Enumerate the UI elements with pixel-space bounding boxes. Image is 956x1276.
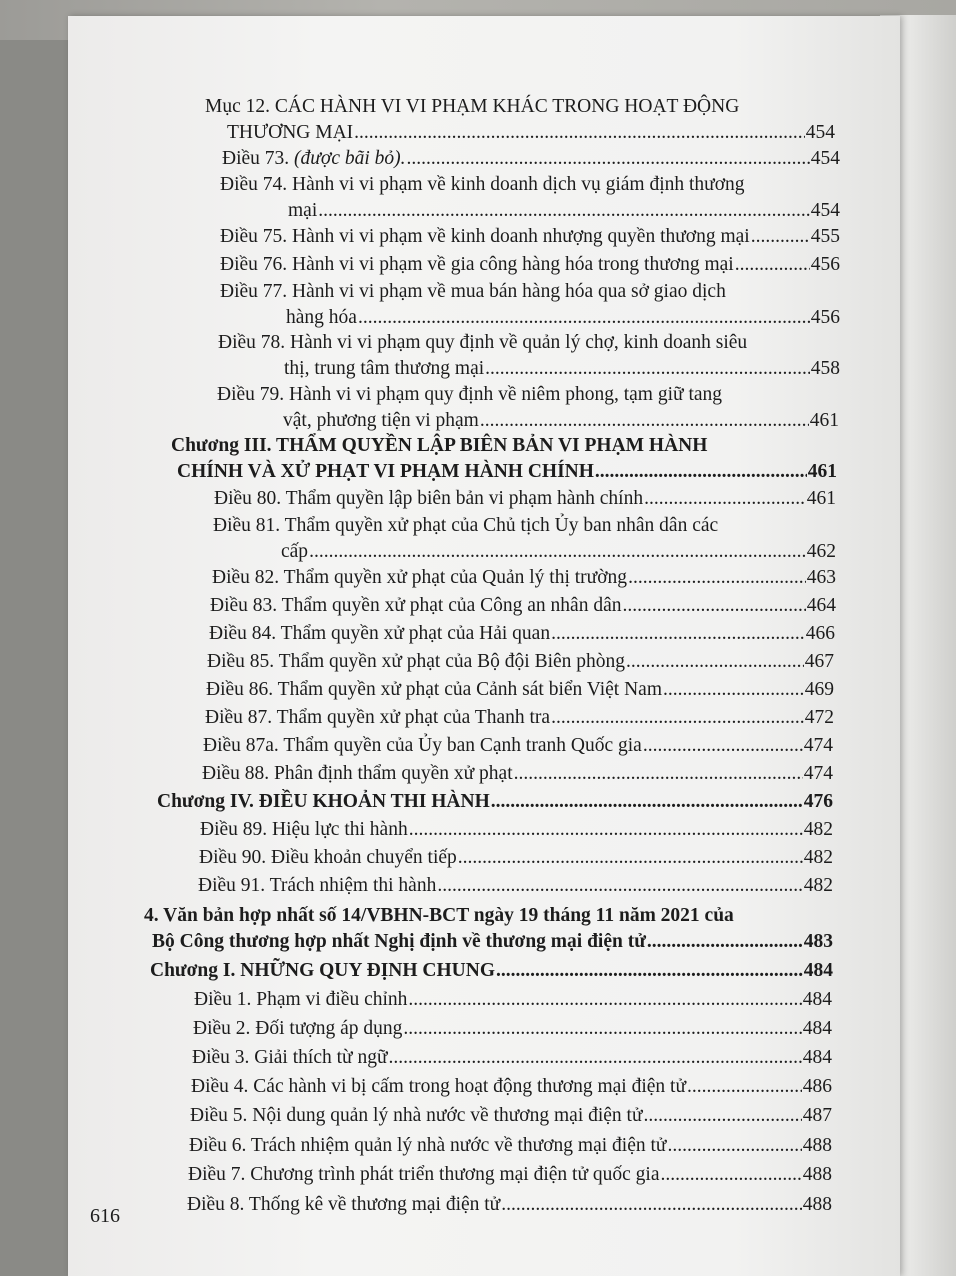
dot-leader: [354, 120, 805, 146]
toc-page-number: 464: [806, 595, 836, 616]
toc-entry-title: Điều 8. Thống kê về thương mại điện tử: [187, 1194, 501, 1215]
toc-entry-title: Chương I. NHỮNG QUY ĐỊNH CHUNG: [150, 960, 495, 981]
toc-entry-title: Điều 82. Thẩm quyền xử phạt của Quản lý thị trường: [212, 567, 628, 588]
toc-entry-title: Điều 85. Thẩm quyền xử phạt của Bộ đội Biên phòng: [207, 651, 626, 672]
dot-leader: [403, 1016, 801, 1042]
toc-entry-title: Điều 75. Hành vi vi phạm về kinh doanh nhượng quyền thương mại: [220, 226, 750, 247]
toc-page-number: 474: [803, 735, 833, 756]
toc-entry-dieu-79: [217, 382, 839, 434]
toc-page-number: 456: [810, 254, 840, 275]
toc-entry-prefix: Điều 73.: [222, 148, 295, 169]
dot-leader: [358, 305, 810, 331]
toc-entry-chuong-iv: [157, 789, 833, 815]
toc-entry-dieu-89: [200, 817, 833, 843]
toc-entry-dieu-78: [218, 330, 840, 382]
toc-entry-title-line2: cấp: [281, 541, 309, 562]
toc-entry-title: Điều 84. Thẩm quyền xử phạt của Hải quan: [209, 623, 551, 644]
toc-page-number: 455: [810, 226, 840, 247]
toc-entry-title: Điều 2. Đối tượng áp dụng: [193, 1018, 403, 1039]
dot-leader: [409, 817, 803, 843]
toc-entry-dieu-82: [212, 565, 836, 591]
toc-page-number: 463: [806, 567, 836, 588]
toc-entry-title-line2: CHÍNH VÀ XỬ PHẠT VI PHẠM HÀNH CHÍNH: [177, 461, 594, 482]
dot-leader: [491, 789, 803, 815]
dot-leader: [408, 987, 801, 1013]
toc-entry-title: Điều 88. Phân định thẩm quyền xử phạt: [202, 763, 513, 784]
toc-entry-van-ban-4: [144, 903, 833, 955]
toc-page-number: 456: [810, 307, 840, 328]
toc-page-number: 482: [803, 847, 833, 868]
dot-leader: [480, 408, 809, 434]
toc-entry-title: Điều 1. Phạm vi điều chỉnh: [194, 989, 408, 1010]
toc-entry-dieu-4: [191, 1074, 832, 1100]
dot-leader: [318, 198, 810, 224]
toc-entry-dieu-84: [209, 621, 835, 647]
toc-entry-dieu-90: [199, 845, 833, 871]
toc-entry-dieu-76: [220, 252, 840, 278]
toc-entry-title: Điều 87. Thẩm quyền xử phạt của Thanh tra: [205, 707, 551, 728]
toc-entry-title: Điều 80. Thẩm quyền lập biên bản vi phạm hành chính: [214, 488, 644, 509]
toc-entry-title-line1: 4. Văn bản hợp nhất số 14/VBHN-BCT ngày 19 tháng 11 năm 2021 của: [144, 905, 734, 926]
dot-leader: [667, 1133, 801, 1159]
toc-entry-title-line1: Điều 81. Thẩm quyền xử phạt của Chủ tịch Ủy ban nhân dân các: [213, 515, 719, 536]
dot-leader: [643, 733, 803, 759]
toc-page-number: 487: [802, 1105, 832, 1126]
toc-entry-title-line2: hàng hóa: [286, 307, 357, 328]
toc-page-number: 482: [803, 819, 833, 840]
dot-leader: [551, 705, 804, 731]
dot-leader: [626, 649, 804, 675]
toc-entry-chuong-iii: [171, 433, 837, 485]
dot-leader: [735, 252, 810, 278]
toc-entry-title: Điều 76. Hành vi vi phạm về gia công hàng hóa trong thương mại: [220, 254, 734, 275]
toc-page-number: 482: [803, 875, 833, 896]
toc-page-number: 454: [805, 122, 835, 143]
dot-leader: [496, 958, 803, 984]
toc-entry-title-line1: Chương III. THẨM QUYỀN LẬP BIÊN BẢN VI PHẠM HÀNH: [171, 435, 708, 456]
toc-entry-dieu-88: [202, 761, 833, 787]
dot-leader: [389, 1045, 802, 1071]
toc-page-number: 467: [804, 651, 834, 672]
dot-leader: [751, 224, 810, 250]
toc-page-number: 474: [803, 763, 833, 784]
dot-leader: [501, 1192, 802, 1218]
toc-entry-title-line1: Điều 77. Hành vi vi phạm về mua bán hàng hóa qua sở giao dịch: [220, 281, 726, 302]
toc-entry-title-line2: mại: [288, 200, 318, 221]
dot-leader: [309, 539, 806, 565]
toc-page-number: 458: [810, 358, 840, 379]
toc-entry-dieu-86: [206, 677, 834, 703]
dot-leader: [647, 929, 803, 955]
toc-page-number: 484: [802, 1018, 832, 1039]
toc-entry-title-line2: thị, trung tâm thương mại: [284, 358, 485, 379]
toc-page-number: 486: [802, 1076, 832, 1097]
toc-page-number: 488: [802, 1135, 832, 1156]
toc-entry-dieu-77: [220, 279, 840, 331]
dot-leader: [644, 1103, 802, 1129]
toc-page-number: 484: [802, 1047, 832, 1068]
toc-page-number: 454: [810, 148, 840, 169]
toc-page-number: 461: [806, 488, 836, 509]
dot-leader: [437, 873, 802, 899]
toc-entry-title-line1: Mục 12. CÁC HÀNH VI VI PHẠM KHÁC TRONG HOẠT ĐỘNG: [205, 96, 740, 117]
toc-entry-title: Điều 6. Trách nhiệm quản lý nhà nước về thương mại điện tử: [189, 1135, 667, 1156]
toc-entry-title: Điều 86. Thẩm quyền xử phạt của Cảnh sát biển Việt Nam: [206, 679, 662, 700]
toc-page-number: 461: [809, 410, 839, 431]
toc-entry-dieu-6: [189, 1133, 832, 1159]
toc-page-number: 484: [802, 989, 832, 1010]
page-number: 616: [90, 1205, 120, 1227]
toc-entry-dieu-75: [220, 224, 840, 250]
toc-entry-dieu-73: [222, 146, 840, 172]
toc-page-number: 476: [803, 791, 833, 812]
toc-entry-dieu-8: [187, 1192, 832, 1218]
toc-entry-title-line1: Điều 74. Hành vi vi phạm về kinh doanh dịch vụ giám định thương: [220, 174, 745, 195]
toc-entry-title: Điều 87a. Thẩm quyền của Ủy ban Cạnh tranh Quốc gia: [203, 735, 642, 756]
toc-page-number: 484: [803, 960, 833, 981]
toc-page-number: 488: [802, 1164, 832, 1185]
toc-entry-title: Điều 91. Trách nhiệm thi hành: [198, 875, 437, 896]
dot-leader: [407, 146, 810, 172]
toc-entry-title: Điều 7. Chương trình phát triển thương mại điện tử quốc gia: [188, 1164, 660, 1185]
dot-leader: [628, 565, 806, 591]
toc-entry-italic-note: (được bãi bỏ).: [294, 148, 406, 169]
toc-entry-chuong-i: [150, 958, 833, 984]
toc-entry-dieu-83: [210, 593, 836, 619]
toc-entry-dieu-3: [192, 1045, 832, 1071]
dot-leader: [663, 677, 804, 703]
dot-leader: [687, 1074, 802, 1100]
toc-entry-title: Chương IV. ĐIỀU KHOẢN THI HÀNH: [157, 791, 490, 812]
toc-entry-dieu-87: [205, 705, 834, 731]
toc-entry-dieu-2: [193, 1016, 832, 1042]
toc-page-number: 454: [810, 200, 840, 221]
toc-entry-dieu-91: [198, 873, 833, 899]
toc-page-number: 469: [804, 679, 834, 700]
toc-entry-title: Điều 89. Hiệu lực thi hành: [200, 819, 408, 840]
toc-entry-dieu-85: [207, 649, 834, 675]
toc-entry-dieu-5: [190, 1103, 832, 1129]
dot-leader: [551, 621, 805, 647]
dot-leader: [661, 1162, 802, 1188]
toc-entry-muc-12: [205, 94, 835, 146]
toc-page-number: 488: [802, 1194, 832, 1215]
toc-entry-dieu-81: [213, 513, 836, 565]
toc-page-number: 483: [803, 931, 833, 952]
toc-entry-dieu-1: [194, 987, 832, 1013]
dot-leader: [514, 761, 803, 787]
toc-entry-title: Điều 83. Thẩm quyền xử phạt của Công an nhân dân: [210, 595, 622, 616]
dot-leader: [458, 845, 803, 871]
toc-entry-title-line2: vật, phương tiện vi phạm: [283, 410, 479, 431]
dot-leader: [623, 593, 806, 619]
toc-page-number: 472: [804, 707, 834, 728]
toc-page-number: 466: [805, 623, 835, 644]
toc-entry-dieu-80: [214, 486, 836, 512]
dot-leader: [595, 459, 807, 485]
toc-entry-title-line2: Bộ Công thương hợp nhất Nghị định về thương mại điện tử: [152, 931, 646, 952]
toc-entry-title: Điều 90. Điều khoản chuyển tiếp: [199, 847, 457, 868]
dot-leader: [644, 486, 806, 512]
dot-leader: [485, 356, 810, 382]
toc-entry-title: Điều 4. Các hành vi bị cấm trong hoạt động thương mại điện tử: [191, 1076, 687, 1097]
toc-entry-dieu-74: [220, 172, 840, 224]
toc-entry-title-line1: Điều 78. Hành vi vi phạm quy định về quản lý chợ, kinh doanh siêu: [218, 332, 748, 353]
toc-entry-title: Điều 5. Nội dung quản lý nhà nước về thương mại điện tử: [190, 1105, 643, 1126]
toc-page-number: 462: [806, 541, 836, 562]
toc-entry-dieu-7: [188, 1162, 832, 1188]
toc-entry-title-line1: Điều 79. Hành vi vi phạm quy định về niêm phong, tạm giữ tang: [217, 384, 723, 405]
toc-entry-title-line2: THƯƠNG MẠI: [227, 122, 354, 143]
toc-entry-title: Điều 3. Giải thích từ ngữ: [192, 1047, 388, 1068]
toc-page-number: 461: [807, 461, 837, 482]
toc-entry-dieu-87a: [203, 733, 833, 759]
